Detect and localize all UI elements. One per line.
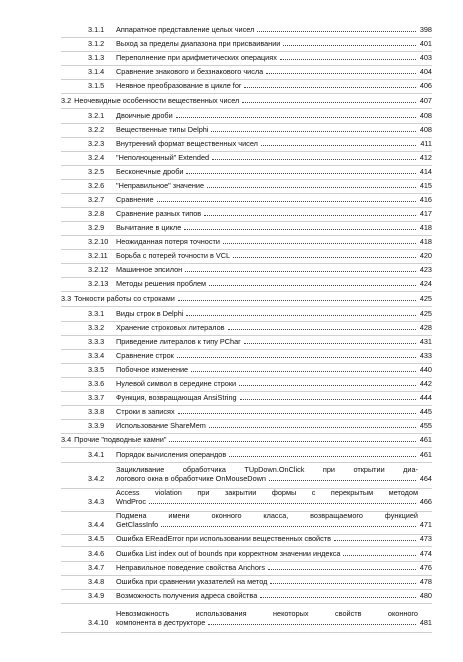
dot-leader [204, 214, 416, 216]
toc-subsection-entry [88, 279, 432, 288]
toc-entry-page: 431 [419, 337, 432, 346]
toc-subsection-entry [88, 39, 432, 48]
toc-entry-page: 407 [419, 96, 432, 105]
toc-entry-page: 408 [419, 111, 432, 120]
toc-entry-number: 3.2.3 [88, 139, 105, 148]
toc-entry-title-wrap [116, 379, 418, 388]
toc-entry-number: 3.1.1 [88, 25, 105, 34]
toc-entry-title-wrap [116, 67, 418, 76]
toc-entry-page: 433 [419, 351, 432, 360]
toc-entry-title-wrap [116, 337, 418, 346]
toc-entry-number: 3.3 [61, 294, 72, 303]
toc-entry-title-continued: логового окна в обработчике OnMouseDown [116, 474, 266, 483]
toc-entry-title: "Неполноценный" Extended [116, 153, 210, 162]
toc-entry-number: 3.3.5 [88, 365, 105, 374]
row-separator [61, 235, 432, 236]
toc-subsection-entry [88, 450, 432, 459]
toc-entry-title: Зацикливание обработчика TUpDown.OnClick при открытии диа- [116, 465, 418, 474]
toc-entry-page: 445 [419, 407, 432, 416]
toc-subsection-entry [88, 53, 432, 62]
toc-entry-title: Виды строк в Delphi [116, 309, 184, 318]
toc-entry-title-wrap [116, 111, 418, 120]
toc-section-entry [61, 294, 432, 303]
toc-entry-title-wrap [116, 153, 418, 162]
toc-entry-title-wrap [116, 125, 418, 134]
toc-entry-title: Ошибка List index out of bounds при корректном значении индекса [116, 549, 341, 558]
dot-leader [211, 130, 416, 132]
toc-subsection-entry [88, 67, 432, 76]
dot-leader [242, 101, 416, 103]
row-separator [61, 377, 432, 378]
toc-entry-page: 404 [419, 67, 432, 76]
dot-leader [149, 502, 416, 504]
toc-entry-number: 3.1.5 [88, 81, 105, 90]
toc-entry-page: 461 [419, 435, 432, 444]
dot-leader [186, 314, 416, 316]
row-separator [61, 137, 432, 138]
row-separator [61, 561, 432, 562]
toc-entry-page: 471 [419, 520, 432, 529]
toc-entry-title-wrap [116, 251, 418, 260]
toc-entry-title-wrap [116, 309, 418, 318]
toc-entry-title-wrap [116, 53, 418, 62]
toc-subsection-entry [88, 223, 432, 232]
row-separator [61, 277, 432, 278]
toc-entry-title-wrap [116, 534, 418, 543]
toc-entry-title-wrap [116, 609, 418, 627]
toc-entry-title: Сравнение [116, 195, 154, 204]
dot-leader [268, 568, 416, 570]
toc-entry-title-wrap [116, 511, 418, 529]
toc-entry-number: 3.2.1 [88, 111, 105, 120]
toc-entry-page: 461 [419, 450, 432, 459]
toc-entry-title: "Неправильное" значение [116, 181, 205, 190]
toc-entry-title-wrap [116, 209, 418, 218]
toc-entry-title: Тонкости работы со строками [74, 294, 175, 303]
toc-entry-title: Неожиданная потеря точности [116, 237, 220, 246]
toc-subsection-entry [88, 609, 432, 627]
toc-entry-page: 466 [419, 497, 432, 506]
toc-subsection-entry [88, 237, 432, 246]
toc-entry-page: 444 [419, 393, 432, 402]
toc-entry-title-wrap [116, 577, 418, 586]
dot-leader [209, 426, 416, 428]
dot-leader [244, 342, 416, 344]
toc-entry-title-wrap [116, 195, 418, 204]
toc-entry-title: Приведение литералов к типу PChar [116, 337, 241, 346]
toc-entry-title-wrap [116, 450, 418, 459]
toc-entry-title-wrap [74, 435, 418, 444]
toc-entry-title-wrap [116, 167, 418, 176]
toc-entry-title-continued: WndProc [116, 497, 147, 506]
toc-entry-page: 406 [419, 81, 432, 90]
toc-entry-title-wrap [116, 265, 418, 274]
dot-leader [191, 370, 416, 372]
toc-entry-title: Внутренний формат вещественных чисел [116, 139, 258, 148]
toc-subsection-entry [88, 153, 432, 162]
toc-entry-title-wrap [116, 81, 418, 90]
toc-entry-number: 3.2.5 [88, 167, 105, 176]
toc-entry-title-wrap [116, 181, 418, 190]
toc-entry-title: Машинное эпсилон [116, 265, 183, 274]
toc-entry-number: 3.4.3 [88, 497, 105, 506]
toc-entry-number: 3.4.7 [88, 563, 105, 572]
toc-entry-page: 478 [419, 577, 432, 586]
toc-subsection-entry [88, 337, 432, 346]
toc-entry-title: Неявное преобразование в цикле for [116, 81, 242, 90]
toc-entry-number: 3.2.7 [88, 195, 105, 204]
toc-entry-number: 3.1.4 [88, 67, 105, 76]
toc-entry-title: Переполнение при арифметических операциях [116, 53, 277, 62]
dot-leader [266, 72, 416, 74]
toc-entry-title: Неочевидные особенности вещественных чисел [74, 96, 240, 105]
toc-entry-title-wrap [116, 25, 418, 34]
row-separator [61, 391, 432, 392]
toc-entry-number: 3.3.8 [88, 407, 105, 416]
toc-entry-title: Методы решения проблем [116, 279, 207, 288]
row-separator [61, 291, 432, 292]
dot-leader [269, 479, 416, 481]
row-separator [61, 349, 432, 350]
dot-leader [176, 116, 416, 118]
row-separator [61, 193, 432, 194]
toc-entry-number: 3.2.9 [88, 223, 105, 232]
toc-entry-number: 3.4.9 [88, 591, 105, 600]
row-separator [61, 249, 432, 250]
row-separator [61, 433, 432, 434]
toc-subsection-entry [88, 139, 432, 148]
toc-subsection-entry [88, 167, 432, 176]
toc-entry-title: Ошибка при сравнении указателей на метод [116, 577, 268, 586]
toc-subsection-entry [88, 181, 432, 190]
toc-entry-title: Борьба с потерей точности в VCL [116, 251, 231, 260]
toc-entry-title-wrap [116, 421, 418, 430]
toc-entry-number: 3.3.2 [88, 323, 105, 332]
dot-leader [244, 86, 416, 88]
toc-entry-page: 473 [419, 534, 432, 543]
toc-entry-number: 3.4.1 [88, 450, 105, 459]
toc-entry-title: Бесконечные дроби [116, 167, 184, 176]
toc-entry-title: Сравнение разных типов [116, 209, 202, 218]
toc-subsection-entry [88, 511, 432, 529]
row-separator [61, 263, 432, 264]
toc-entry-number: 3.3.4 [88, 351, 105, 360]
toc-entry-title-wrap [116, 39, 418, 48]
dot-leader [343, 554, 416, 556]
toc-entry-title: Подмена имени оконного класса, возвращаемого функцией [116, 511, 418, 520]
toc-entry-page: 416 [419, 195, 432, 204]
toc-entry-title: Ошибка EReadError при использовании вещественных свойств [116, 534, 332, 543]
toc-entry-page: 415 [419, 181, 432, 190]
dot-leader [169, 440, 416, 442]
toc-section-entry [61, 96, 432, 105]
row-separator [61, 37, 432, 38]
dot-leader [228, 328, 416, 330]
toc-entry-number: 3.4 [61, 435, 72, 444]
toc-entry-title-wrap [116, 393, 418, 402]
toc-entry-page: 425 [419, 294, 432, 303]
row-separator [61, 363, 432, 364]
toc-entry-number: 3.4.5 [88, 534, 105, 543]
toc-entry-title: Выход за пределы диапазона при присваивании [116, 39, 281, 48]
row-separator [61, 321, 432, 322]
toc-entry-page: 420 [419, 251, 432, 260]
toc-subsection-entry [88, 563, 432, 572]
dot-leader [229, 455, 416, 457]
toc-entry-title-wrap [116, 407, 418, 416]
toc-entry-title-wrap [116, 365, 418, 374]
toc-entry-page: 411 [420, 139, 432, 148]
toc-entry-page: 440 [419, 365, 432, 374]
toc-entry-page: 455 [419, 421, 432, 430]
toc-entry-page: 425 [419, 309, 432, 318]
toc-entry-title: Прочие "подводные камни" [74, 435, 167, 444]
toc-entry-page: 418 [419, 237, 432, 246]
toc-subsection-entry [88, 549, 432, 558]
toc-subsection-entry [88, 407, 432, 416]
dot-leader [177, 356, 416, 358]
toc-entry-page: 423 [419, 265, 432, 274]
toc-entry-page: 408 [419, 125, 432, 134]
toc-entry-title: Побочное изменение [116, 365, 189, 374]
toc-entry-page: 398 [419, 25, 432, 34]
toc-entry-title: Использование ShareMem [116, 421, 206, 430]
toc-subsection-entry [88, 393, 432, 402]
dot-leader [184, 228, 416, 230]
toc-entry-title: Хранение строковых литералов [116, 323, 225, 332]
toc-entry-title: Вещественные типы Delphi [116, 125, 209, 134]
toc-entry-title-wrap [116, 223, 418, 232]
row-separator [61, 207, 432, 208]
toc-subsection-entry [88, 365, 432, 374]
toc-entry-page: 464 [419, 474, 432, 483]
toc-subsection-entry [88, 351, 432, 360]
toc-entry-title-wrap [74, 294, 418, 303]
dot-leader [233, 256, 416, 258]
dot-leader [261, 144, 416, 146]
toc-entry-number: 3.3.9 [88, 421, 105, 430]
toc-entry-number: 3.3.7 [88, 393, 105, 402]
dot-leader [185, 270, 416, 272]
toc-entry-title: Сравнение строк [116, 351, 174, 360]
row-separator [61, 546, 432, 547]
toc-subsection-entry [88, 465, 432, 483]
dot-leader [260, 596, 416, 598]
row-separator [61, 179, 432, 180]
row-separator [61, 632, 432, 633]
row-separator [61, 51, 432, 52]
toc-entry-page: 424 [419, 279, 432, 288]
row-separator [61, 108, 432, 109]
toc-entry-number: 3.1.3 [88, 53, 105, 62]
row-separator [61, 221, 432, 222]
toc-subsection-entry [88, 591, 432, 600]
toc-subsection-entry [88, 309, 432, 318]
toc-entry-title: Функция, возвращающая AnsiString [116, 393, 237, 402]
toc-subsection-entry [88, 111, 432, 120]
row-separator [61, 575, 432, 576]
row-separator [61, 405, 432, 406]
toc-entry-title: Нулевой символ в середине строки [116, 379, 237, 388]
toc-entry-number: 3.2.6 [88, 181, 105, 190]
toc-entry-number: 3.3.1 [88, 309, 105, 318]
toc-entry-title-wrap [116, 279, 418, 288]
toc-entry-number: 3.4.2 [88, 474, 105, 483]
row-separator [61, 603, 432, 604]
row-separator [61, 93, 432, 94]
toc-subsection-entry [88, 81, 432, 90]
toc-entry-number: 3.2.8 [88, 209, 105, 218]
row-separator [61, 306, 432, 307]
row-separator [61, 589, 432, 590]
toc-entry-title-wrap [116, 591, 418, 600]
toc-entry-page: 428 [419, 323, 432, 332]
toc-entry-title-wrap [116, 351, 418, 360]
toc-entry-page: 480 [419, 591, 432, 600]
toc-entry-number: 3.4.8 [88, 577, 105, 586]
dot-leader [239, 384, 416, 386]
toc-section-entry [61, 435, 432, 444]
toc-subsection-entry [88, 421, 432, 430]
dot-leader [223, 242, 416, 244]
toc-entry-number: 3.2.10 [88, 237, 109, 246]
toc-subsection-entry [88, 323, 432, 332]
toc-entry-title: Возможность получения адреса свойства [116, 591, 258, 600]
toc-entry-number: 3.2.11 [88, 251, 108, 260]
toc-entry-number: 3.4.10 [88, 618, 109, 627]
row-separator [61, 79, 432, 80]
toc-entry-number: 3.3.3 [88, 337, 105, 346]
toc-subsection-entry [88, 534, 432, 543]
toc-subsection-entry [88, 125, 432, 134]
dot-leader [186, 172, 416, 174]
toc-entry-title: Сравнение знакового и беззнакового числа [116, 67, 264, 76]
toc-entry-page: 476 [419, 563, 432, 572]
toc-entry-title-continued: компонента в деструкторе [116, 618, 206, 627]
dot-leader [280, 58, 416, 60]
toc-entry-title-wrap [116, 465, 418, 483]
dot-leader [240, 398, 416, 400]
toc-entry-title: Вычитание в цикле [116, 223, 182, 232]
row-separator [61, 447, 432, 448]
dot-leader [257, 30, 416, 32]
toc-entry-page: 474 [419, 549, 432, 558]
toc-entry-title-wrap [74, 96, 418, 105]
toc-entry-title-wrap [116, 237, 418, 246]
dot-leader [270, 582, 416, 584]
toc-entry-number: 3.1.2 [88, 39, 105, 48]
dot-leader [178, 412, 416, 414]
row-separator [61, 123, 432, 124]
toc-entry-number: 3.4.4 [88, 520, 105, 529]
row-separator [61, 335, 432, 336]
dot-leader [157, 200, 416, 202]
toc-subsection-entry [88, 265, 432, 274]
toc-entry-title-wrap [116, 139, 418, 148]
toc-entry-title: Аппаратное представление целых чисел [116, 25, 255, 34]
toc-entry-number: 3.2.12 [88, 265, 109, 274]
row-separator [61, 65, 432, 66]
toc-entry-title-wrap [116, 549, 418, 558]
toc-entry-page: 481 [419, 618, 432, 627]
toc-subsection-entry [88, 488, 432, 506]
toc-entry-title: Access violation при закрытии формы с перекрытым методом [116, 488, 418, 497]
toc-entry-number: 3.2.13 [88, 279, 109, 288]
toc-entry-page: 442 [419, 379, 432, 388]
dot-leader [161, 525, 416, 527]
row-separator [61, 462, 432, 463]
toc-subsection-entry [88, 195, 432, 204]
dot-leader [208, 623, 416, 625]
toc-entry-title: Невозможность использования некоторых свойств оконного [116, 609, 418, 618]
toc-entry-number: 3.2 [61, 96, 72, 105]
dot-leader [178, 299, 416, 301]
dot-leader [283, 44, 416, 46]
toc-entry-title: Неправильное поведение свойства Anchors [116, 563, 266, 572]
toc-subsection-entry [88, 209, 432, 218]
toc-entry-number: 3.2.2 [88, 125, 105, 134]
toc-entry-title: Двоичные дроби [116, 111, 173, 120]
dot-leader [334, 539, 416, 541]
toc-entry-number: 3.4.6 [88, 549, 105, 558]
toc-entry-page: 417 [419, 209, 432, 218]
toc-entry-title-continued: GetClassInfo [116, 520, 159, 529]
toc-subsection-entry [88, 251, 432, 260]
toc-entry-page: 412 [419, 153, 432, 162]
toc-subsection-entry [88, 25, 432, 34]
toc-entry-title-wrap [116, 563, 418, 572]
toc-entry-number: 3.3.6 [88, 379, 105, 388]
toc-entry-page: 418 [419, 223, 432, 232]
row-separator [61, 419, 432, 420]
row-separator [61, 151, 432, 152]
dot-leader [212, 158, 416, 160]
toc-entry-number: 3.2.4 [88, 153, 105, 162]
dot-leader [209, 284, 416, 286]
toc-subsection-entry [88, 379, 432, 388]
dot-leader [207, 186, 416, 188]
toc-entry-page: 403 [419, 53, 432, 62]
toc-entry-title-wrap [116, 323, 418, 332]
toc-entry-page: 414 [419, 167, 432, 176]
toc-subsection-entry [88, 577, 432, 586]
toc-entry-title-wrap [116, 488, 418, 506]
row-separator [61, 165, 432, 166]
toc-entry-page: 401 [419, 39, 432, 48]
toc-entry-title: Порядок вычисления операндов [116, 450, 227, 459]
toc-entry-title: Строки в записях [116, 407, 175, 416]
